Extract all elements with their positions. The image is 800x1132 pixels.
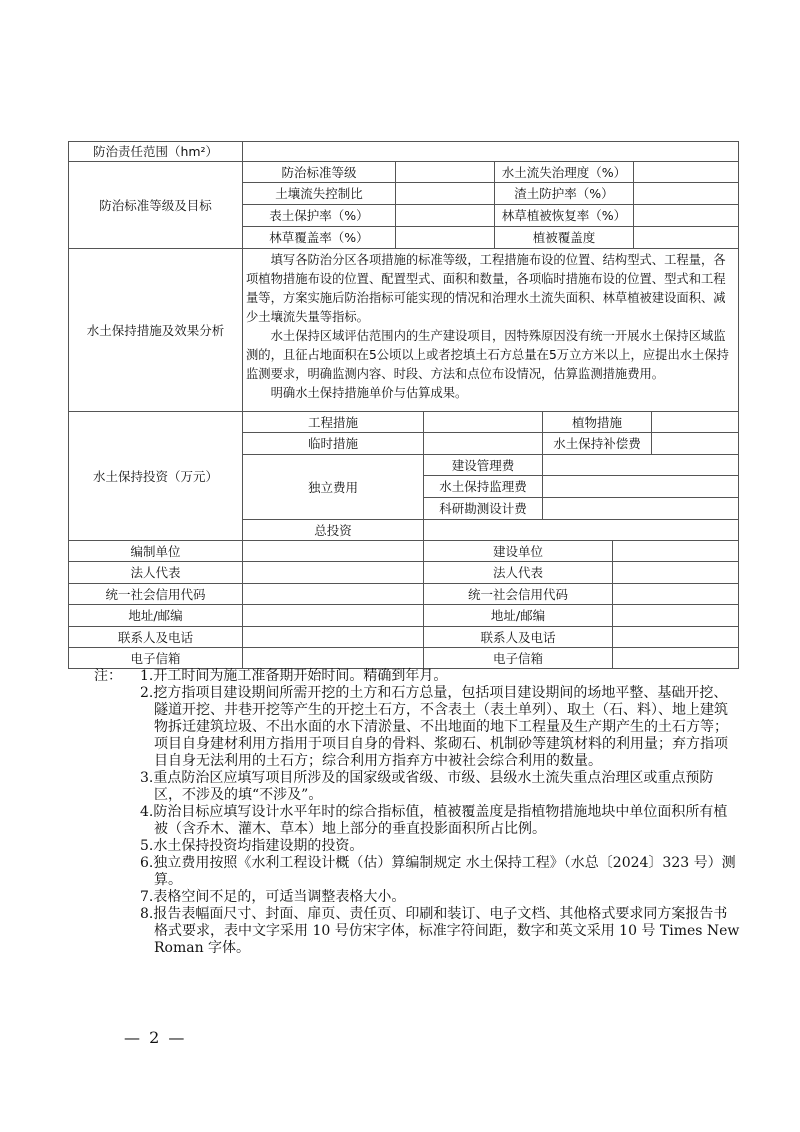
value-credit-code-compiler bbox=[242, 583, 424, 605]
notes-lead: 注： bbox=[94, 668, 122, 684]
measures-analysis-text bbox=[242, 248, 739, 412]
label-spoil-protection-rate: 渣土防护率（%） bbox=[494, 182, 634, 205]
value-plant-measures bbox=[651, 411, 739, 433]
value-responsibility-scope bbox=[242, 141, 739, 162]
value-contact-compiler bbox=[242, 626, 424, 648]
label-forest-grass-coverage: 林草覆盖率（%） bbox=[242, 226, 396, 249]
note-item bbox=[100, 770, 740, 804]
label-responsibility-scope: 防治责任范围（hm²） bbox=[68, 141, 243, 162]
label-topsoil-protection-rate: 表土保护率（%） bbox=[242, 204, 396, 227]
label-investment: 水土保持投资（万元） bbox=[68, 411, 243, 541]
note-item bbox=[100, 668, 740, 685]
value-standard-level bbox=[395, 161, 495, 183]
value-construction-unit bbox=[612, 540, 739, 562]
label-erosion-control-degree: 水土流失治理度（%） bbox=[494, 161, 634, 183]
measures-paragraph: 填写各防治分区各项措施的标准等级，工程措施布设的位置、结构型式、工程量，各项植物措施布设的位置、配置型式、面积和数量，各项临时措施布设的位置、型式和工程量等，方案实施后防治指标可能实现的情况和治理水土流失面积、林草植被建设面积、减少土壤流失量等指标。 bbox=[246, 253, 726, 324]
value-total-investment bbox=[423, 519, 739, 541]
note-number: 5. bbox=[140, 838, 154, 854]
label-contact-builder: 联系人及电话 bbox=[423, 626, 613, 648]
label-email-compiler: 电子信箱 bbox=[68, 647, 243, 669]
label-construction-management-fee: 建设管理费 bbox=[423, 454, 543, 476]
label-supervision-fee: 水土保持监理费 bbox=[423, 475, 543, 498]
value-address-compiler bbox=[242, 604, 424, 627]
note-text: 挖方指项目建设期间所需开挖的土方和石方总量，包括项目建设期间的场地平整、基础开挖、隧道开挖、井巷开挖等产生的开挖土石方，不含表土（表土单列）、取土（石、料）、地上建筑物拆迁建筑垃圾、不出水面的水下清淤量、不出地面的地下工程量及生产期产生的土石方等；项目自身建材利用方指用于项目自身的骨料、浆砌石、机制砂等建筑材料的利用量；弃方指项目自身无法利用的土石方；综合利用方指弃方中被社会综合利用的数量。 bbox=[153, 685, 728, 769]
label-soil-loss-ratio: 土壤流失控制比 bbox=[242, 182, 396, 205]
label-vegetation-cover: 植被覆盖度 bbox=[494, 226, 634, 249]
note-item bbox=[100, 838, 740, 855]
label-contact-compiler: 联系人及电话 bbox=[68, 626, 243, 648]
notes-section bbox=[94, 668, 740, 957]
summary-table bbox=[68, 141, 739, 669]
value-vegetation-restoration-rate bbox=[633, 204, 739, 227]
value-vegetation-cover bbox=[633, 226, 739, 249]
value-legal-rep-compiler bbox=[242, 561, 424, 584]
label-plant-measures: 植物措施 bbox=[542, 411, 652, 433]
measures-paragraph: 水土保持区域评估范围内的生产建设项目，因特殊原因没有统一开展水土保持区域监测的，且征占地面积在5公顷以上或者挖填土石方总量在5万立方米以上，应提出水土保持监测要求，明确监测内容、时段、方法和点位布设情况，估算监测措施费用。 bbox=[246, 329, 729, 381]
label-legal-rep-builder: 法人代表 bbox=[423, 561, 613, 584]
label-total-investment: 总投资 bbox=[242, 519, 424, 541]
value-topsoil-protection-rate bbox=[395, 204, 495, 227]
value-legal-rep-builder bbox=[612, 561, 739, 584]
note-text: 水土保持投资均指建设期的投资。 bbox=[153, 838, 364, 854]
label-measures-analysis: 水土保持措施及效果分析 bbox=[68, 248, 243, 412]
value-engineering-measures bbox=[423, 411, 543, 433]
value-construction-management-fee bbox=[542, 454, 739, 476]
note-number: 4. bbox=[140, 804, 154, 820]
label-compensation-fee: 水土保持补偿费 bbox=[542, 432, 652, 455]
note-item bbox=[100, 889, 740, 906]
note-text: 防治目标应填写设计水平年时的综合指标值，植被覆盖度是指植物措施地块中单位面积所有植被（含乔木、灌木、草本）地上部分的垂直投影面积所占比例。 bbox=[153, 804, 728, 837]
value-credit-code-builder bbox=[612, 583, 739, 605]
value-soil-loss-ratio bbox=[395, 182, 495, 205]
value-address-builder bbox=[612, 604, 739, 627]
label-email-builder: 电子信箱 bbox=[423, 647, 613, 669]
measures-paragraph: 明确水土保持措施单价与估算成果。 bbox=[270, 386, 468, 400]
note-text: 报告表幅面尺寸、封面、扉页、责任页、印刷和装订、电子文档、其他格式要求同方案报告书格式要求，表中文字采用 10 号仿宋字体，标准字符间距，数字和英文采用 10 号 Times New Roman 字体。 bbox=[153, 906, 740, 956]
value-erosion-control-degree bbox=[633, 161, 739, 183]
note-text: 独立费用按照《水利工程设计概（估）算编制规定 水土保持工程》（水总〔2024〕323 号）测算。 bbox=[153, 855, 736, 888]
note-number: 6. bbox=[140, 855, 154, 871]
label-address-compiler: 地址/邮编 bbox=[68, 604, 243, 627]
value-compensation-fee bbox=[651, 432, 739, 455]
note-number: 7. bbox=[140, 889, 154, 905]
label-compiling-unit: 编制单位 bbox=[68, 540, 243, 562]
value-compiling-unit bbox=[242, 540, 424, 562]
value-temporary-measures bbox=[423, 432, 543, 455]
label-engineering-measures: 工程措施 bbox=[242, 411, 424, 433]
note-text: 重点防治区应填写项目所涉及的国家级或省级、市级、县级水土流失重点治理区或重点预防区，不涉及的填“不涉及”。 bbox=[153, 770, 714, 803]
note-number: 3. bbox=[140, 770, 154, 786]
label-standard-level: 防治标准等级 bbox=[242, 161, 396, 183]
label-construction-unit: 建设单位 bbox=[423, 540, 613, 562]
label-vegetation-restoration-rate: 林草植被恢复率（%） bbox=[494, 204, 634, 227]
page-number: — 2 — bbox=[124, 1028, 187, 1047]
value-spoil-protection-rate bbox=[633, 182, 739, 205]
label-credit-code-compiler: 统一社会信用代码 bbox=[68, 583, 243, 605]
note-number: 1. bbox=[140, 668, 154, 684]
note-item bbox=[100, 855, 740, 889]
label-address-builder: 地址/邮编 bbox=[423, 604, 613, 627]
value-survey-design-fee bbox=[542, 497, 739, 520]
label-prevention-standard: 防治标准等级及目标 bbox=[68, 161, 243, 249]
value-email-compiler bbox=[242, 647, 424, 669]
note-number: 2. bbox=[140, 685, 154, 701]
note-number: 8. bbox=[140, 906, 154, 922]
label-survey-design-fee: 科研勘测设计费 bbox=[423, 497, 543, 520]
note-item bbox=[100, 804, 740, 838]
note-item bbox=[100, 685, 740, 770]
label-credit-code-builder: 统一社会信用代码 bbox=[423, 583, 613, 605]
label-temporary-measures: 临时措施 bbox=[242, 432, 424, 455]
note-text: 表格空间不足的，可适当调整表格大小。 bbox=[153, 889, 406, 905]
label-legal-rep-compiler: 法人代表 bbox=[68, 561, 243, 584]
value-forest-grass-coverage bbox=[395, 226, 495, 249]
value-email-builder bbox=[612, 647, 739, 669]
value-supervision-fee bbox=[542, 475, 739, 498]
value-contact-builder bbox=[612, 626, 739, 648]
note-item bbox=[100, 906, 740, 957]
note-text: 开工时间为施工准备期开始时间。精确到年月。 bbox=[153, 668, 448, 684]
label-independent-cost: 独立费用 bbox=[242, 454, 424, 520]
